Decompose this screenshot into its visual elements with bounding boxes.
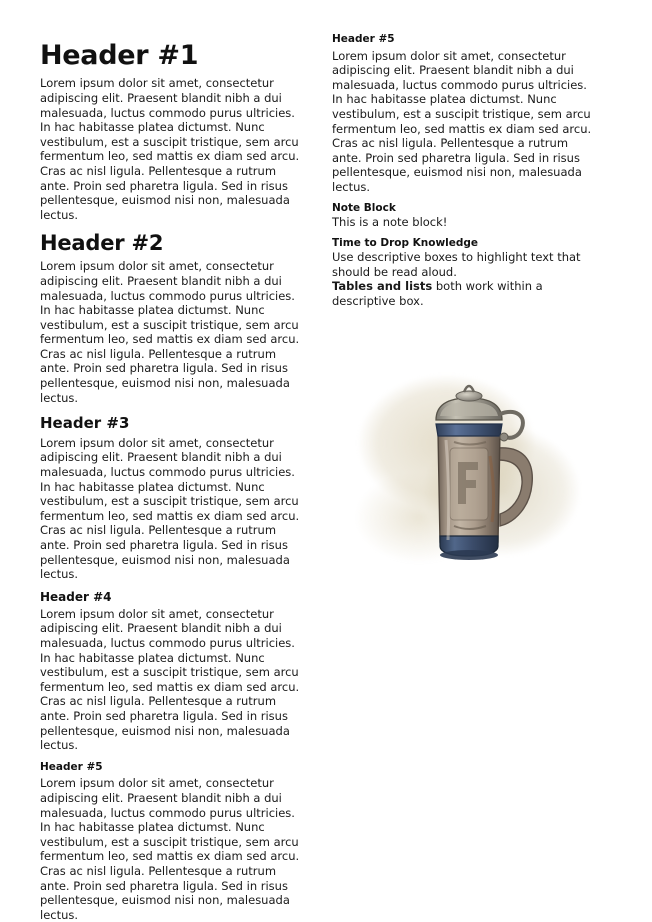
heading-level-3: Header #3: [40, 414, 130, 433]
beer-stein-illustration: [332, 330, 600, 600]
beer-stein-icon: [394, 336, 544, 586]
paragraph-5: Lorem ipsum dolor sit amet, consectetur adipiscing elit. Praesent blandit nibh a dui malesuada, luctus commodo purus ultricies. In hac habitasse platea dictumst. Nunc vestibulum, est a suscipit tristique, sem arcu fermentum leo, sed mattis ex diam sed arcu. Cras ac nisl ligula. Pellentesque a rutrum ante. Proin sed pharetra ligula. Sed in risus pellentesque, euismod nisi non, malesuada lectus.: [40, 776, 300, 922]
descriptive-block-text: Use descriptive boxes to highlight text that should be read aloud.: [332, 250, 581, 279]
heading-level-2: Header #2: [40, 231, 164, 256]
descriptive-block-title: Time to Drop Knowledge: [332, 237, 479, 250]
note-block-title: Note Block: [332, 202, 396, 215]
heading-level-4: Header #4: [40, 589, 112, 604]
note-block: [332, 202, 600, 230]
two-column-layout: [40, 34, 612, 922]
right-heading-level-5: Header #5: [332, 33, 395, 45]
paragraph-3: Lorem ipsum dolor sit amet, consectetur adipiscing elit. Praesent blandit nibh a dui malesuada, luctus commodo purus ultricies. In hac habitasse platea dictumst. Nunc vestibulum, est a suscipit tristique, sem arcu fermentum leo, sed mattis ex diam sed arcu. Cras ac nisl ligula. Pellentesque a rutrum ante. Proin sed pharetra ligula. Sed in risus pellentesque, euismod nisi non, malesuada lectus.: [40, 435, 300, 582]
descriptive-block-tail-text: both work within a descriptive box.: [332, 279, 543, 308]
paragraph-2: Lorem ipsum dolor sit amet, consectetur adipiscing elit. Praesent blandit nibh a dui malesuada, luctus commodo purus ultricies. In hac habitasse platea dictumst. Nunc vestibulum, est a suscipit tristique, sem arcu fermentum leo, sed mattis ex diam sed arcu. Cras ac nisl ligula. Pellentesque a rutrum ante. Proin sed pharetra ligula. Sed in risus pellentesque, euismod nisi non, malesuada lectus.: [40, 259, 300, 405]
right-column: [332, 34, 600, 600]
right-paragraph: Lorem ipsum dolor sit amet, consectetur adipiscing elit. Praesent blandit nibh a dui malesuada, luctus commodo purus ultricies. In hac habitasse platea dictumst. Nunc vestibulum, est a suscipit tristique, sem arcu fermentum leo, sed mattis ex diam sed arcu. Cras ac nisl ligula. Pellentesque a rutrum ante. Proin sed pharetra ligula. Sed in risus pellentesque, euismod nisi non, malesuada lectus.: [332, 48, 592, 194]
paragraph-1: Lorem ipsum dolor sit amet, consectetur adipiscing elit. Praesent blandit nibh a dui malesuada, luctus commodo purus ultricies. In hac habitasse platea dictumst. Nunc vestibulum, est a suscipit tristique, sem arcu fermentum leo, sed mattis ex diam sed arcu. Cras ac nisl ligula. Pellentesque a rutrum ante. Proin sed pharetra ligula. Sed in risus pellentesque, euismod nisi non, malesuada lectus.: [40, 76, 300, 222]
descriptive-block-tail: [332, 279, 600, 308]
paragraph-4: Lorem ipsum dolor sit amet, consectetur adipiscing elit. Praesent blandit nibh a dui malesuada, luctus commodo purus ultricies. In hac habitasse platea dictumst. Nunc vestibulum, est a suscipit tristique, sem arcu fermentum leo, sed mattis ex diam sed arcu. Cras ac nisl ligula. Pellentesque a rutrum ante. Proin sed pharetra ligula. Sed in risus pellentesque, euismod nisi non, malesuada lectus.: [40, 606, 300, 753]
heading-level-5: Header #5: [40, 760, 103, 773]
heading-level-1: Header #1: [40, 40, 199, 71]
descriptive-block-bold-lead: Tables and lists: [332, 279, 433, 294]
note-block-text: This is a note block!: [332, 215, 448, 230]
left-column: [40, 34, 308, 922]
descriptive-block: [332, 237, 600, 308]
